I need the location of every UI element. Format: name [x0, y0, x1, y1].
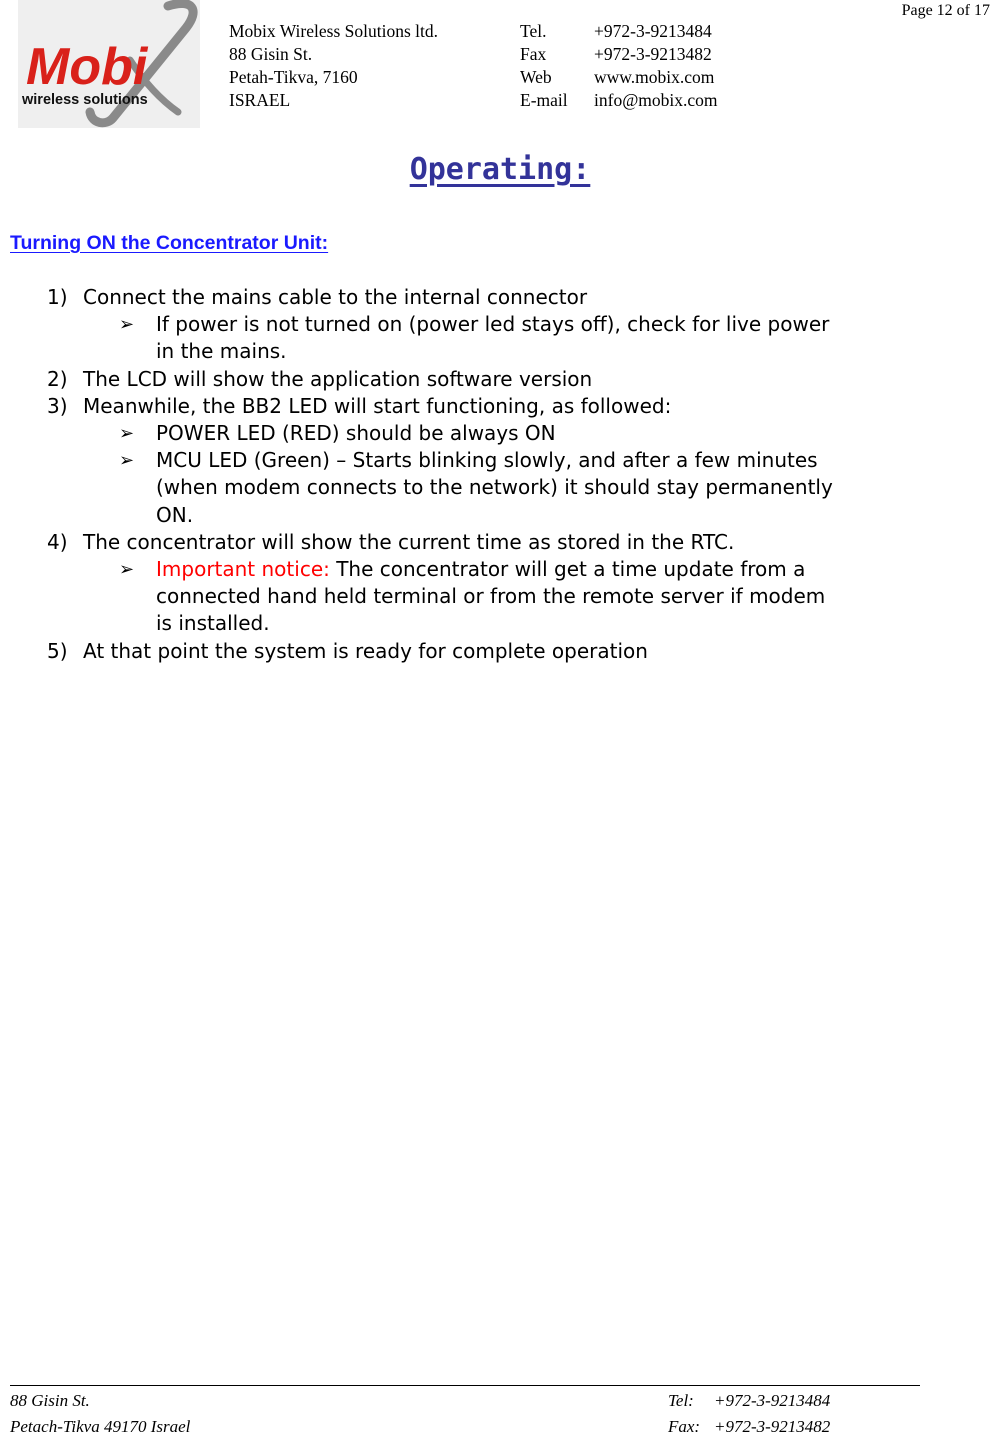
footer-contact [668, 1388, 830, 1440]
step-text: The concentrator will show the current time as stored in the RTC. [83, 529, 735, 554]
operating-steps [0, 284, 994, 665]
footer-value: +972-3-9213484 [714, 1391, 831, 1410]
step-4-bullet [0, 556, 846, 638]
mobix-logo [18, 0, 200, 128]
step-number: 1) [47, 285, 68, 309]
step-text: Connect the mains cable to the internal connector [83, 285, 588, 309]
step-2 [0, 366, 994, 393]
footer-street: 88 Gisin St. [10, 1391, 90, 1410]
step-1-bullet [0, 311, 846, 365]
footer-value: +972-3-9213482 [714, 1417, 831, 1436]
footer-divider [10, 1385, 920, 1386]
step-text: At that point the system is ready for complete operation [83, 638, 648, 663]
contact-value: +972-3-9213484 [594, 21, 712, 41]
contact-label: Tel. [520, 21, 547, 41]
footer-address [10, 1388, 190, 1440]
footer-label: Fax: [668, 1417, 701, 1436]
section-heading: Turning ON the Concentrator Unit: [10, 232, 329, 254]
company-address-block [229, 20, 438, 112]
page-number: Page 12 of 17 [901, 2, 990, 19]
step-number: 3) [47, 393, 68, 418]
step-3 [0, 393, 994, 420]
step-3-bullet-1 [0, 420, 846, 447]
footer-city: Petach-Tikva 49170 Israel [10, 1417, 191, 1436]
step-number: 4) [47, 529, 68, 554]
company-country: ISRAEL [229, 90, 291, 110]
step-1 [0, 284, 994, 311]
contact-fax [520, 43, 718, 66]
step-5 [0, 638, 994, 665]
logo-tagline: wireless solutions [22, 92, 148, 108]
step-3-bullet-2 [0, 447, 846, 529]
company-address-line: 88 Gisin St. [229, 44, 313, 64]
contact-label: E-mail [520, 90, 568, 110]
contact-label: Web [520, 67, 552, 87]
logo-word: Mobi [26, 38, 148, 96]
contact-email [520, 89, 718, 112]
contact-label: Fax [520, 44, 547, 64]
arrow-bullet-icon: ➢ [119, 559, 135, 581]
contact-web [520, 66, 718, 89]
contact-value: www.mobix.com [594, 67, 715, 87]
bullet-text: MCU LED (Green) – Starts blinking slowly, and after a few minutes (when modem connects to the network) it should stay permanently ON. [156, 448, 833, 527]
arrow-bullet-icon: ➢ [119, 314, 135, 336]
arrow-bullet-icon: ➢ [119, 450, 135, 472]
contact-value: +972-3-9213482 [594, 44, 712, 64]
contact-block [520, 20, 718, 112]
company-name: Mobix Wireless Solutions ltd. [229, 21, 438, 41]
step-4 [0, 529, 994, 556]
bullet-text: The concentrator will get a time update from a connected hand held terminal or from the remote server if modem is installed. [156, 557, 826, 636]
step-number: 2) [47, 366, 68, 391]
step-text: Meanwhile, the BB2 LED will start functioning, as followed: [83, 393, 672, 418]
footer-fax [668, 1414, 830, 1440]
contact-tel [520, 20, 718, 43]
company-city: Petah-Tikva, 7160 [229, 67, 358, 87]
footer-label: Tel: [668, 1391, 694, 1410]
step-text: The LCD will show the application software version [83, 366, 593, 391]
footer-tel [668, 1388, 830, 1414]
important-notice-label: Important notice: [156, 557, 330, 582]
arrow-bullet-icon: ➢ [119, 423, 135, 445]
contact-value: info@mobix.com [594, 90, 718, 110]
step-number: 5) [47, 638, 68, 663]
bullet-text: If power is not turned on (power led stays off), check for live power in the mains. [156, 312, 830, 364]
bullet-text: POWER LED (RED) should be always ON [156, 421, 556, 446]
page-title: Operating: [409, 152, 591, 187]
